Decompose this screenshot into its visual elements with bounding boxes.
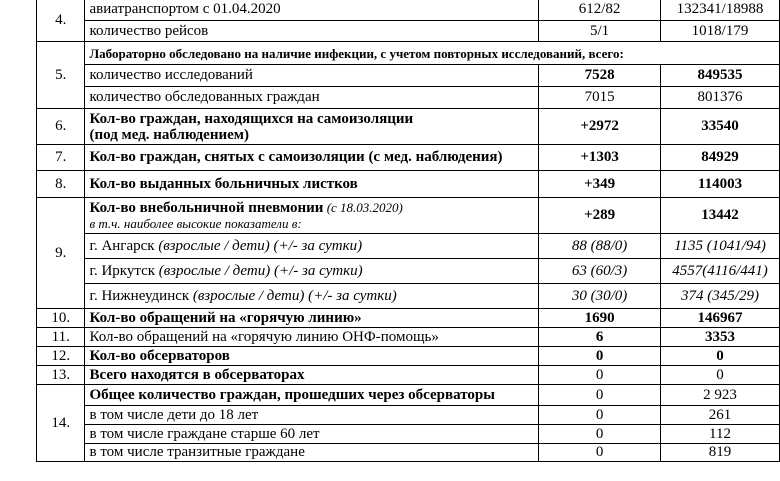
value-day: 612/82 <box>539 0 661 21</box>
value-day: 0 <box>539 347 661 366</box>
value-total: 1018/179 <box>661 21 780 42</box>
table-row <box>37 234 780 259</box>
value-total: 84929 <box>661 145 780 171</box>
row-label-bold: Кол-во внебольничной пневмонии <box>89 199 324 216</box>
row-label: в том числе транзитные граждане <box>85 444 539 462</box>
value-day: 1690 <box>539 309 661 328</box>
table-row <box>37 425 780 444</box>
table-row <box>37 42 780 65</box>
row-number: 10. <box>37 309 85 328</box>
value-total: 1135 (1041/94) <box>661 234 780 259</box>
table-row <box>37 145 780 171</box>
row-number: 12. <box>37 347 85 366</box>
value-total: 132341/18988 <box>661 0 780 21</box>
row-number: 11. <box>37 328 85 347</box>
city-name: г. Нижнеудинск <box>89 287 190 304</box>
row-label <box>85 234 539 259</box>
value-total: 0 <box>661 347 780 366</box>
table-row <box>37 171 780 198</box>
row-number: 4. <box>37 0 85 42</box>
row-label-subtitle: в т.ч. наиболее высокие показатели в: <box>89 215 302 231</box>
row-label: Общее количество граждан, прошедших через обсерваторы <box>85 385 539 406</box>
city-note: (взрослые / дети) (+/- за сутки) <box>189 287 397 304</box>
value-total: 819 <box>661 444 780 462</box>
statistics-table <box>36 0 780 462</box>
value-day: 0 <box>539 366 661 385</box>
row-label: Всего находятся в обсерваторах <box>85 366 539 385</box>
row-label-date: (с 18.03.2020) <box>323 199 403 215</box>
value-day: 6 <box>539 328 661 347</box>
row-label: Кол-во обсерваторов <box>85 347 539 366</box>
row-number: 7. <box>37 145 85 171</box>
row-label-line: (под мед. наблюдением) <box>89 126 249 143</box>
row-number: 13. <box>37 366 85 385</box>
value-total: 261 <box>661 406 780 425</box>
value-total: 4557(4116/441) <box>661 259 780 284</box>
row-section-title: Лабораторно обследовано на наличие инфекции, с учетом повторных исследований, всего: <box>85 42 780 65</box>
row-label: количество исследований <box>85 65 539 87</box>
row-number: 14. <box>37 385 85 462</box>
value-total: 2 923 <box>661 385 780 406</box>
row-number: 9. <box>37 198 85 309</box>
city-name: г. Ангарск <box>89 237 155 254</box>
table-row <box>37 347 780 366</box>
value-day: 0 <box>539 444 661 462</box>
table-row <box>37 328 780 347</box>
row-label: Кол-во обращений на «горячую линию» <box>85 309 539 328</box>
value-total: 13442 <box>661 198 780 234</box>
city-note: (взрослые / дети) (+/- за сутки) <box>155 262 363 279</box>
row-label: в том числе граждане старше 60 лет <box>85 425 539 444</box>
table-row <box>37 284 780 309</box>
row-label <box>85 109 539 145</box>
row-number: 8. <box>37 171 85 198</box>
value-day: 63 (60/3) <box>539 259 661 284</box>
row-label: количество рейсов <box>85 21 539 42</box>
value-day: 5/1 <box>539 21 661 42</box>
value-day: 30 (30/0) <box>539 284 661 309</box>
value-day: 0 <box>539 425 661 444</box>
city-note: (взрослые / дети) (+/- за сутки) <box>154 237 363 254</box>
city-name: г. Иркутск <box>89 262 156 279</box>
row-label-line: Кол-во граждан, находящихся на самоизоляции <box>89 110 414 127</box>
value-day: 88 (88/0) <box>539 234 661 259</box>
table-row <box>37 65 780 87</box>
value-total: 849535 <box>661 65 780 87</box>
table-row <box>37 109 780 145</box>
value-day: +1303 <box>539 145 661 171</box>
table-row <box>37 198 780 234</box>
value-total: 3353 <box>661 328 780 347</box>
row-label: Кол-во обращений на «горячую линию ОНФ-помощь» <box>85 328 539 347</box>
row-label: в том числе дети до 18 лет <box>85 406 539 425</box>
value-total: 146967 <box>661 309 780 328</box>
table-row <box>37 366 780 385</box>
table-row <box>37 444 780 462</box>
row-label: Кол-во выданных больничных листков <box>85 171 539 198</box>
value-day: 0 <box>539 406 661 425</box>
value-total: 0 <box>661 366 780 385</box>
table-row <box>37 385 780 406</box>
value-total: 112 <box>661 425 780 444</box>
table-row <box>37 87 780 109</box>
table-row <box>37 259 780 284</box>
row-number: 5. <box>37 42 85 109</box>
row-label: авиатранспортом с 01.04.2020 <box>85 0 539 21</box>
value-total: 801376 <box>661 87 780 109</box>
row-label: Кол-во граждан, снятых с самоизоляции (с мед. наблюдения) <box>85 145 539 171</box>
value-day: +289 <box>539 198 661 234</box>
row-label: количество обследованных граждан <box>85 87 539 109</box>
value-day: 7528 <box>539 65 661 87</box>
row-label <box>85 259 539 284</box>
value-day: 0 <box>539 385 661 406</box>
table-row <box>37 309 780 328</box>
value-day: +349 <box>539 171 661 198</box>
row-number: 6. <box>37 109 85 145</box>
row-label <box>85 284 539 309</box>
row-label <box>85 198 539 234</box>
table-row <box>37 0 780 21</box>
value-total: 33540 <box>661 109 780 145</box>
table-row <box>37 21 780 42</box>
table-row <box>37 406 780 425</box>
value-day: +2972 <box>539 109 661 145</box>
value-day: 7015 <box>539 87 661 109</box>
value-total: 114003 <box>661 171 780 198</box>
value-total: 374 (345/29) <box>661 284 780 309</box>
